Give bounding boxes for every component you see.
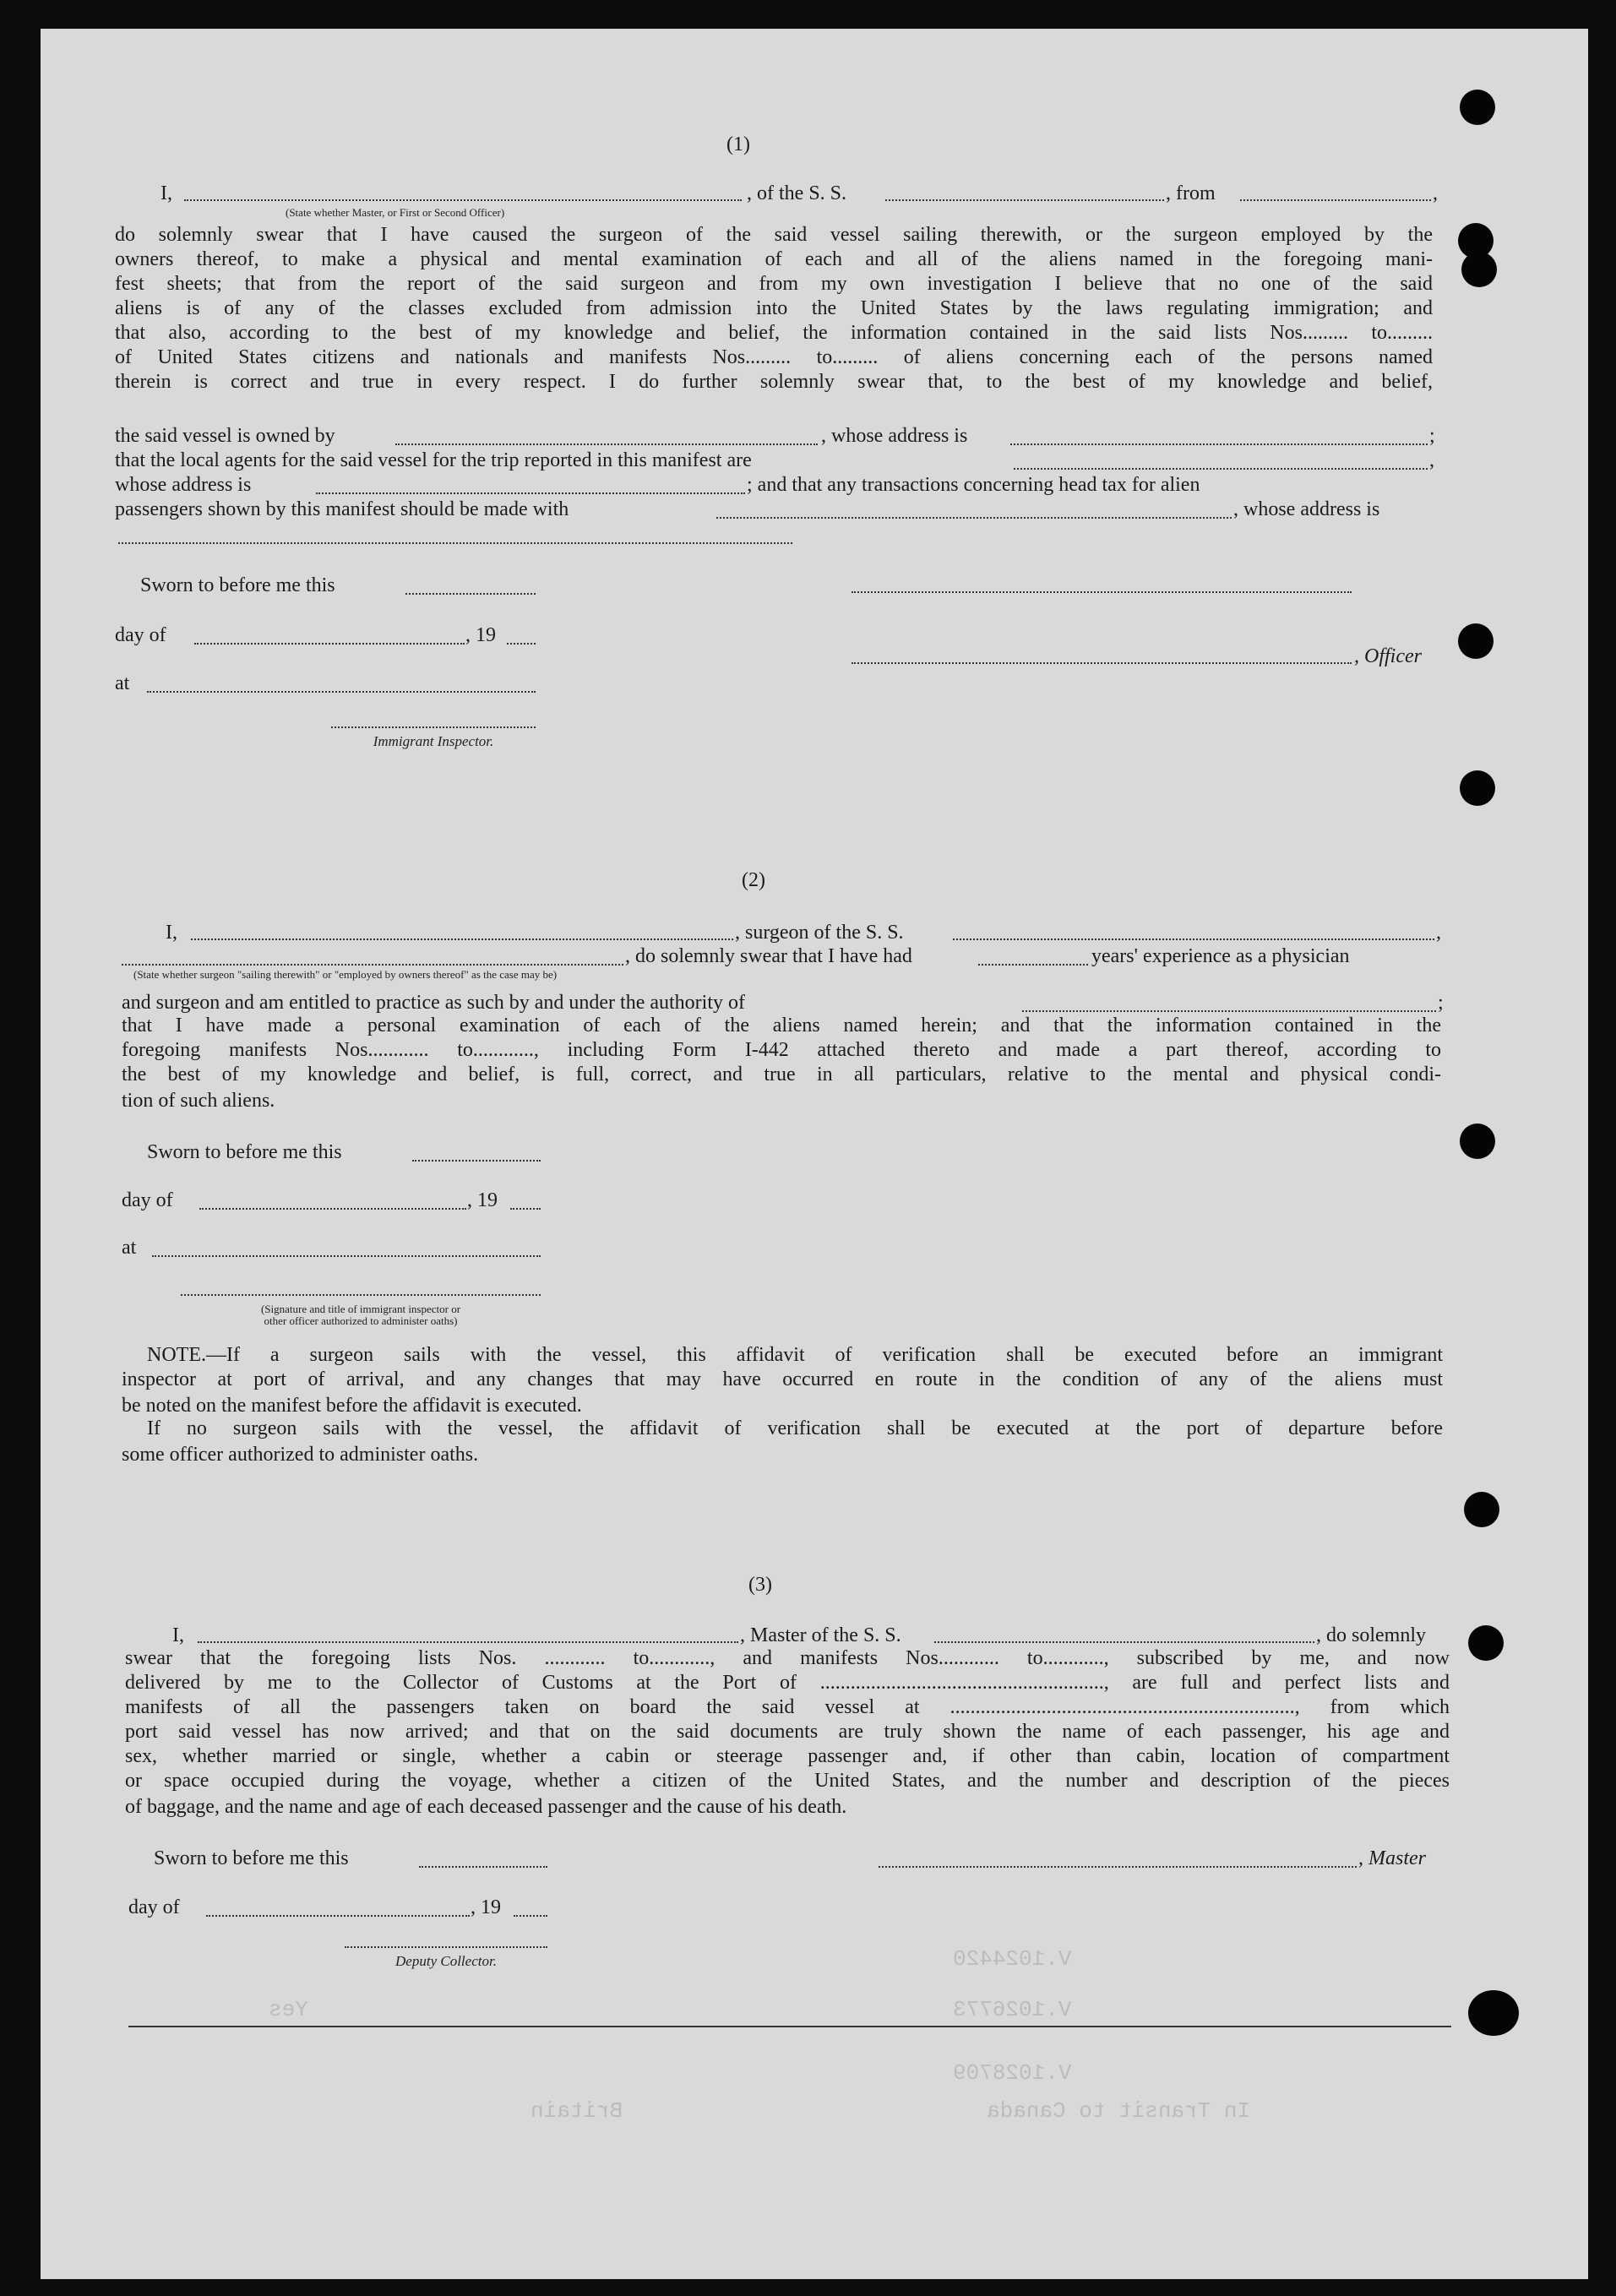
section-1-number: (1) (726, 133, 750, 155)
do-solemnly-label: , do solemnly (1316, 1624, 1426, 1646)
owned-by-label: the said vessel is owned by (115, 425, 335, 447)
whose-address-label: , whose address is (1233, 498, 1380, 520)
bleed-through-text: V.1028709 (953, 2060, 1072, 2086)
years-blank (978, 964, 1088, 966)
deputy-collector-label: Deputy Collector. (395, 1953, 497, 1969)
comma: , (1436, 922, 1441, 944)
binder-hole-icon (1460, 1124, 1495, 1159)
master-signature-blank (879, 1866, 1357, 1868)
sworn-label: Sworn to before me this (147, 1141, 342, 1163)
inspector-signature-blank (331, 726, 536, 728)
do-solemnly-label: , do solemnly swear that I have had (625, 945, 912, 967)
year-blank (510, 1208, 541, 1210)
section-3-number: (3) (748, 1574, 772, 1596)
collector-signature-blank (345, 1946, 547, 1948)
signature-note: (Signature and title of immigrant inspector or (260, 1303, 461, 1315)
owner-blank (395, 443, 818, 445)
surgeon-paragraph-line: the best of my knowledge and belief, is full, correct, and true in all particulars, relative to the mental and physical condi- (122, 1064, 1441, 1085)
i-label: I, (166, 922, 177, 944)
note-paragraph-line: inspector at port of arrival, and any changes that may have occurred en route in the condition of any of the aliens must (122, 1368, 1443, 1390)
master-paragraph-line: port said vessel has now arrived; and that on the said documents are truly shown the name of each passenger, his age and (125, 1721, 1450, 1743)
note-paragraph-line: NOTE.—If a surgeon sails with the vessel, this affidavit of verification shall be executed before an immigrant (147, 1344, 1443, 1366)
officer-rank-blank (184, 199, 742, 201)
head-tax-contact-blank (716, 517, 1232, 519)
month-blank (194, 643, 465, 645)
officer-title-blank (852, 662, 1352, 664)
binder-hole-icon (1461, 252, 1497, 287)
head-tax-address-blank (118, 542, 792, 544)
sworn-label: Sworn to before me this (154, 1847, 349, 1869)
semicolon: ; (1438, 992, 1444, 1014)
master-paragraph-line: manifests of all the passengers taken on board the said vessel at ...................................................................., from which (125, 1696, 1450, 1718)
binder-hole-icon (1460, 90, 1495, 125)
surgeon-paragraph-line: foregoing manifests Nos............ to............, including Form I-442 attached thereto and made a part thereof, according to (122, 1039, 1441, 1061)
manifest-back-page (41, 29, 1588, 2279)
local-agents-blank (1014, 468, 1428, 470)
at-label: at (122, 1237, 137, 1259)
month-blank (206, 1915, 470, 1917)
year-label: , 19 (471, 1896, 501, 1918)
binder-hole-icon (1468, 1990, 1519, 2036)
master-paragraph-line: sex, whether married or single, whether a cabin or steerage passenger and, if other than cabin, location of compartment (125, 1745, 1450, 1767)
sworn-label: Sworn to before me this (140, 574, 335, 596)
oath-paragraph-line: owners thereof, to make a physical and mental examination of each and all of the aliens named in the foregoing mani- (115, 248, 1433, 270)
binder-hole-icon (1468, 1625, 1504, 1661)
comma: , (1433, 182, 1438, 204)
sworn-day-blank (419, 1866, 547, 1868)
master-paragraph-line: swear that the foregoing lists Nos. ............ to............, and manifests Nos............ to............, subscribed by me, and now (125, 1647, 1450, 1669)
surgeon-paragraph-line: that I have made a personal examination of each of the aliens named herein; and that the information contained in the (122, 1015, 1441, 1036)
bottom-rule (128, 2026, 1451, 2027)
agents-address-label: whose address is (115, 474, 252, 496)
surgeon-status-note: (State whether surgeon "sailing therewith" or "employed by owners thereof" as the case may be) (133, 968, 558, 981)
day-of-label: day of (122, 1189, 173, 1211)
binder-hole-icon (1460, 770, 1495, 806)
oath-paragraph-line: that also, according to the best of my knowledge and belief, the information contained in the said lists Nos......... to......... (115, 322, 1433, 344)
head-tax-label: ; and that any transactions concerning head tax for alien (747, 474, 1200, 496)
officer-signature-blank (852, 591, 1352, 593)
master-paragraph-line: of baggage, and the name and age of each deceased passenger and the cause of his death. (125, 1796, 847, 1818)
surgeon-vessel-blank (953, 939, 1434, 940)
oath-paragraph-line: aliens is of any of the classes excluded from admission into the United States by the laws regulating immigration; and (115, 297, 1433, 319)
passengers-label: passengers shown by this manifest should be made with (115, 498, 569, 520)
year-blank (507, 643, 536, 645)
surgeon-status-blank (122, 964, 623, 966)
agents-address-blank (316, 492, 745, 494)
year-blank (514, 1915, 547, 1917)
surgeon-paragraph-line: tion of such aliens. (122, 1090, 275, 1112)
immigrant-inspector-label: Immigrant Inspector. (373, 733, 494, 749)
semicolon: ; (1429, 425, 1435, 447)
bleed-through-text: In Transit to Canada (987, 2098, 1251, 2124)
from-port-blank (1240, 199, 1431, 201)
oath-paragraph-line: of United States citizens and nationals and manifests Nos......... to......... of aliens concerning each of the persons named (115, 346, 1433, 368)
master-paragraph-line: or space occupied during the voyage, whether a citizen of the United States, and the number and description of the pieces (125, 1770, 1450, 1792)
bleed-through-text: Britain (531, 2098, 623, 2124)
officer-label: , Officer (1354, 645, 1422, 667)
no-surgeon-paragraph-line: some officer authorized to administer oaths. (122, 1444, 479, 1466)
at-label: at (115, 672, 130, 694)
year-label: , 19 (465, 624, 496, 646)
master-paragraph-line: delivered by me to the Collector of Customs at the Port of ........................................................, are full and perfect lists and (125, 1672, 1450, 1694)
place-blank (147, 691, 536, 693)
authority-blank (1022, 1010, 1436, 1012)
inspector-signature-blank (181, 1294, 541, 1296)
place-blank (152, 1255, 541, 1257)
master-officer-note: (State whether Master, or First or Second Officer) (286, 206, 505, 219)
from-label: , from (1166, 182, 1216, 204)
no-surgeon-paragraph-line: If no surgeon sails with the vessel, the affidavit of verification shall be executed at the port of departure before (147, 1417, 1443, 1439)
owner-address-blank (1010, 443, 1428, 445)
years-experience-label: years' experience as a physician (1091, 945, 1350, 967)
day-of-label: day of (128, 1896, 180, 1918)
sworn-day-blank (405, 593, 536, 595)
year-label: , 19 (467, 1189, 498, 1211)
bleed-through-text: V.1026773 (953, 1997, 1072, 2022)
i-label: I, (172, 1624, 184, 1646)
vessel-name-blank (885, 199, 1164, 201)
oath-paragraph-line: therein is correct and true in every respect. I do further solemnly swear that, to the best of my knowledge and belief, (115, 371, 1433, 393)
oath-paragraph-line: fest sheets; that from the report of the said surgeon and from my own investigation I believe that no one of the said (115, 273, 1433, 295)
surgeon-of-ss-label: , surgeon of the S. S. (735, 922, 904, 944)
comma: , (1429, 449, 1434, 471)
surgeon-name-blank (191, 939, 733, 940)
signature-note: other officer authorized to administer oaths) (264, 1314, 458, 1327)
authority-label: and surgeon and am entitled to practice as such by and under the authority of (122, 992, 745, 1014)
section-2-number: (2) (742, 869, 765, 891)
oath-paragraph-line: do solemnly swear that I have caused the surgeon of the said vessel sailing therewith, or the surgeon employed by the (115, 224, 1433, 246)
i-label: I, (161, 182, 172, 204)
master-label: , Master (1358, 1847, 1426, 1869)
binder-hole-icon (1464, 1492, 1499, 1527)
month-blank (199, 1208, 466, 1210)
bleed-through-text: Yes (269, 1997, 308, 2022)
sworn-day-blank (412, 1160, 541, 1162)
master-of-ss-label: , Master of the S. S. (740, 1624, 901, 1646)
note-paragraph-line: be noted on the manifest before the affidavit is executed. (122, 1395, 582, 1417)
bleed-through-text: V.1024420 (953, 1946, 1072, 1972)
day-of-label: day of (115, 624, 166, 646)
local-agents-label: that the local agents for the said vessel for the trip reported in this manifest are (115, 449, 752, 471)
master-vessel-blank (934, 1641, 1314, 1643)
of-ss-label: , of the S. S. (747, 182, 847, 204)
whose-address-label: , whose address is (821, 425, 968, 447)
master-name-blank (198, 1641, 738, 1643)
binder-hole-icon (1458, 623, 1494, 659)
